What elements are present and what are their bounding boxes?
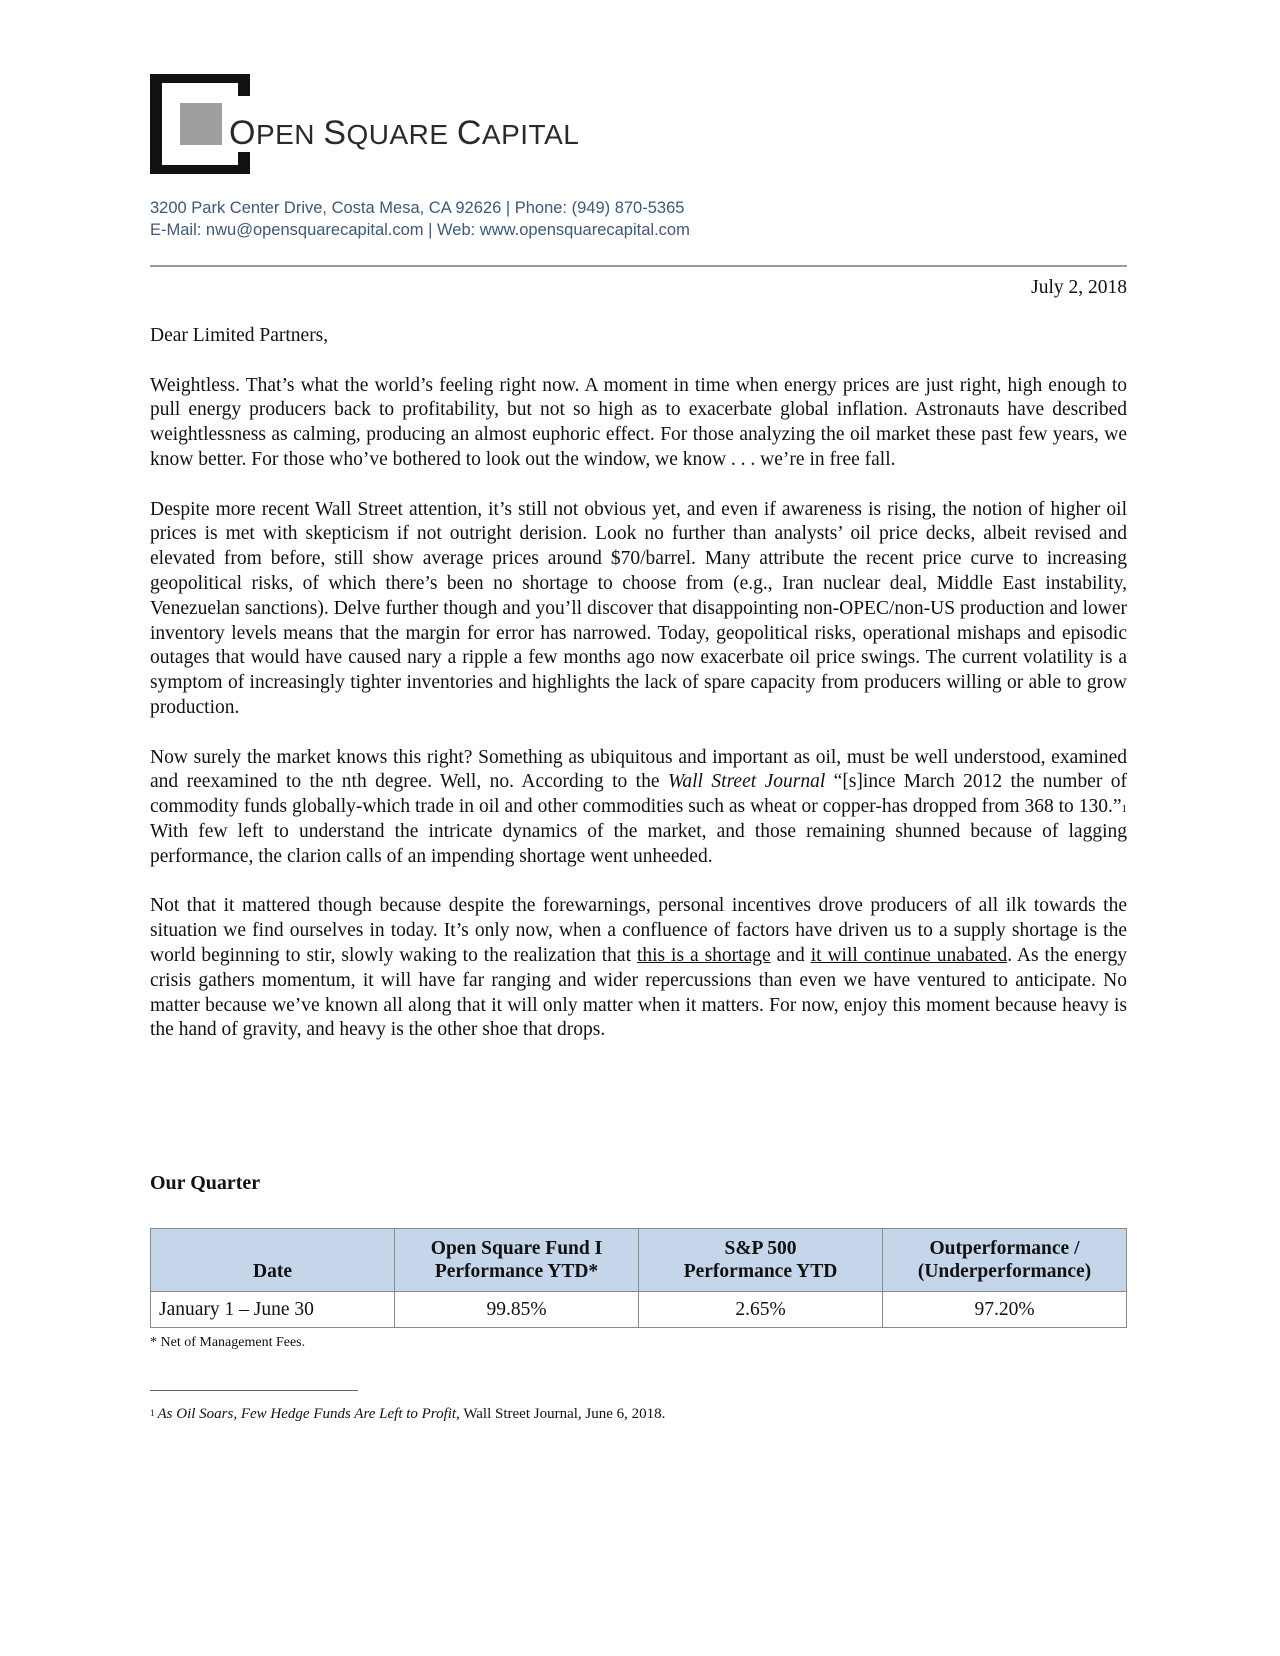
letter-date: July 2, 2018 <box>1031 277 1127 298</box>
footnote <box>150 1406 665 1423</box>
logo-square-icon <box>180 103 222 145</box>
section-title: Our Quarter <box>150 1172 261 1194</box>
contact-email-line: E-Mail: nwu@opensquarecapital.com | Web: www.opensquarecapital.com <box>150 221 690 239</box>
cell-date: January 1 – June 30 <box>151 1292 395 1328</box>
paragraph-1: Weightless. That’s what the world’s feeling right now. A moment in time when energy prices are just right, high enough to pull energy producers back to profitability, but not so high as to exacerbate global inflation. Astronauts have described weightlessness as calming, producing an almost euphoric effect. For those analyzing the oil market these past few years, we know better. For those who’ve bothered to look out the window, we know . . . we’re in free fall. <box>150 374 1127 470</box>
underlined-shortage: this is a shortage <box>636 944 771 966</box>
header-outperformance: Outperformance / (Underperformance) <box>883 1229 1127 1292</box>
logo-wordmark: OPEN SQUARE CAPITAL <box>229 114 580 152</box>
underlined-unabated: it will continue unabated <box>810 944 1008 966</box>
footnote-source: , Wall Street Journal, June 6, 2018. <box>456 1406 666 1422</box>
wsj-italic: Wall Street Journal <box>667 771 826 793</box>
table-header-row <box>151 1229 1127 1292</box>
header-divider <box>150 265 1127 267</box>
table-row <box>151 1292 1127 1328</box>
company-logo <box>150 74 580 174</box>
footnote-marker: 1 <box>1121 803 1127 816</box>
paragraph-2: Despite more recent Wall Street attention, it’s still not obvious yet, and even if awareness is rising, the notion of higher oil prices is met with skepticism if not outright derision. Look no further than analysts’ oil price decks, albeit revised and elevated from before, still show average prices around $70/barrel. Many attribute the recent price curve to increasing geopolitical risks, of which there’s been no shortage to choose from (e.g., Iran nuclear deal, Middle East instability, Venezuelan sanctions). Delve further though and you’ll discover that disappointing non-OPEC/non-US production and lower inventory levels means that the margin for error has narrowed. Today, geopolitical risks, operational mishaps and episodic outages that would have caused nary a ripple a few months ago now exacerbate oil price swings. The current volatility is a symptom of increasingly tighter inventories and highlights the lack of spare capacity from producers willing or able to grow production. <box>150 498 1127 718</box>
header-date: Date <box>151 1229 395 1292</box>
salutation: Dear Limited Partners, <box>150 325 329 346</box>
fees-note: * Net of Management Fees. <box>150 1335 306 1350</box>
header-sp500: S&P 500 Performance YTD <box>639 1229 883 1292</box>
paragraph-3: Now surely the market knows this right? Something as ubiquitous and important as oil, must be well understood, examined and reexamined to the nth degree. Well, no. According to the Wall Street Journal “[s]ince March 2012 the number of commodity funds globally-which trade in oil and other commodities such as wheat or copper-has dropped from 368 to 130.”$^1$ With few left to understand the intricate dynamics of the market, and those remaining shunned because of lagging performance, the clarion calls of an impending shortage went unheeded. <box>150 746 1128 867</box>
cell-sp500: 2.65% <box>639 1292 883 1328</box>
paragraph-4: Not that it mattered though because despite the forewarnings, personal incentives drove producers of all ilk towards the situation we find ourselves in today. It’s only now, when a confluence of factors have driven us to a supply shortage is the world beginning to stir, slowly waking to the realization that this is a shortage and it will continue unabated. As the energy crisis gathers momentum, it will have far ranging and wider repercussions than even we have ventured to anticipate. No matter because we’ve known all along that it will only matter when it matters. For now, enjoy this moment because heavy is the hand of gravity, and heavy is the other shoe that drops. <box>150 895 1128 1041</box>
footnote-divider <box>150 1390 358 1391</box>
cell-fund: 99.85% <box>395 1292 639 1328</box>
header-fund: Open Square Fund I Performance YTD* <box>395 1229 639 1292</box>
letter-body <box>150 324 1127 1068</box>
contact-address-line: 3200 Park Center Drive, Costa Mesa, CA 92626 | Phone: (949) 870-5365 <box>150 199 685 217</box>
cell-outperformance: 97.20% <box>883 1292 1127 1328</box>
footnote-article-title: As Oil Soars, Few Hedge Funds Are Left to Profit <box>157 1406 457 1422</box>
footnote-number: 1 <box>150 1408 155 1418</box>
performance-table <box>150 1228 1127 1328</box>
contact-info <box>150 197 690 241</box>
